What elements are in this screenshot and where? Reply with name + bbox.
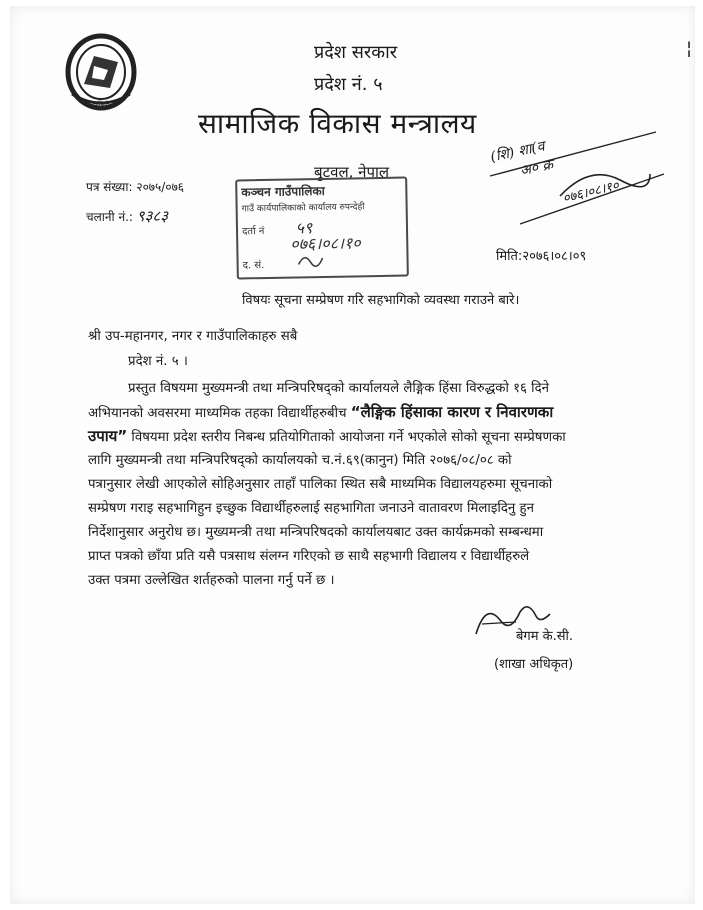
signatory-name: बेगम के.सी. — [516, 629, 574, 644]
chalani-number — [86, 206, 168, 226]
recipient-line-1: श्री उप-महानगर, नगर र गाउँपालिकाहरु सबै — [88, 329, 298, 344]
handwritten-note-2: अ० क्र — [518, 156, 555, 180]
letter-date — [496, 246, 586, 264]
stamp-darta-value: ५९ — [295, 218, 313, 238]
stamp-initials-signature — [296, 250, 326, 271]
header-government: प्रदेश सरकार — [314, 42, 398, 63]
recipient-line-2: प्रदेश नं. ५ । — [128, 354, 188, 369]
emblem-logo — [64, 32, 138, 112]
body-line-3b: विषयमा प्रदेश स्तरीय निबन्ध प्रतियोगिताको आयोजना गर्ने भएकोले सोको सूचना सम्प्रेषणका — [127, 430, 566, 445]
date-value: २०७६।०८।०९ — [522, 249, 587, 264]
stamp-darta-label: दर्ता नं — [241, 226, 265, 238]
body-line-3 — [88, 426, 626, 446]
receipt-stamp — [235, 177, 409, 280]
letter-subject: विषयः सूचना सम्प्रेषण गरि सहभागिको व्यवस्था गराउने बारे। — [242, 293, 520, 308]
patra-sankhya — [86, 178, 184, 195]
signatory-title: (शाखा अधिकृत) — [494, 657, 574, 672]
stamp-date: ०७६।०८।१० — [290, 233, 361, 254]
margin-mark: ¦ — [686, 38, 693, 59]
stamp-sign-label: द. सं. — [242, 260, 265, 272]
stamp-org: कञ्चन गाउँपालिका — [241, 183, 325, 200]
body-line-2 — [88, 402, 626, 422]
handwritten-note-1: (शि) शा(व — [489, 138, 547, 166]
chalani-label: चलानी नं.: — [86, 210, 133, 224]
body-line-1: प्रस्तुत विषयमा मुख्यमन्त्री तथा मन्त्रिपरिषद्को कार्यालयले लैङ्गिक हिंसा विरुद्धको १६ दिने — [128, 381, 550, 396]
body-line-8: प्राप्त पत्रको छाँया प्रति यसै पत्रसाथ संलग्न गरिएको छ साथै सहभागी विद्यालय र विद्यार्थीहरुले — [88, 549, 530, 564]
handwritten-note-3: ०७६।०८।१० — [561, 178, 621, 207]
ministry-title: सामाजिक विकास मन्त्रालय — [198, 107, 477, 140]
body-line-4: लागि मुख्यमन्त्री तथा मन्त्रिपरिषद्को कार्यालयको च.नं.६९(कानुन) मिति २०७६/०८/०८ को — [88, 453, 512, 468]
body-line-7: निर्देशानुसार अनुरोध छ। मुख्यमन्त्री तथा मन्त्रिपरिषदको कार्यालयबाट उक्त कार्यक्रमको सम्बन्धमा — [88, 525, 544, 540]
body-line-2a: अभियानको अवसरमा माध्यमिक तहका विद्यार्थीहरुबीच — [88, 406, 351, 421]
body-line-5: पत्रानुसार लेखी आएकोले सोहिअनुसार ताहाँ पालिका स्थित सबै माध्यमिक विद्यालयहरुमा सूचनाको — [88, 477, 553, 492]
body-line-6: सम्प्रेषण गराइ सहभागिहुन इच्छुक विद्यार्थीहरुलाई सहभागिता जनाउने वातावरण मिलाइदिनु हुन — [88, 501, 534, 516]
header-province: प्रदेश नं. ५ — [314, 74, 383, 95]
stamp-office: गाउँ कार्यपालिकाको कार्यालय रुपन्देही — [241, 202, 365, 215]
date-label: मिति: — [496, 249, 523, 264]
patra-label: पत्र संख्या: — [86, 180, 133, 194]
essay-topic-part-1: “लैङ्गिक हिंसाका कारण र निवारणका — [350, 403, 554, 421]
handwritten-strokes — [480, 124, 670, 234]
header-location: बुटवल, नेपाल — [314, 163, 390, 181]
emblem-text: लुम्बिनी — [93, 101, 109, 108]
letter-page — [10, 6, 695, 904]
chalani-value: ९३८३ — [136, 207, 168, 225]
essay-topic-part-2: उपाय” — [88, 427, 128, 445]
patra-value: २०७५/०७६ — [136, 180, 185, 194]
body-line-9: उक्त पत्रमा उल्लेखित शर्तहरुको पालना गर्नु पर्ने छ । — [88, 573, 335, 588]
